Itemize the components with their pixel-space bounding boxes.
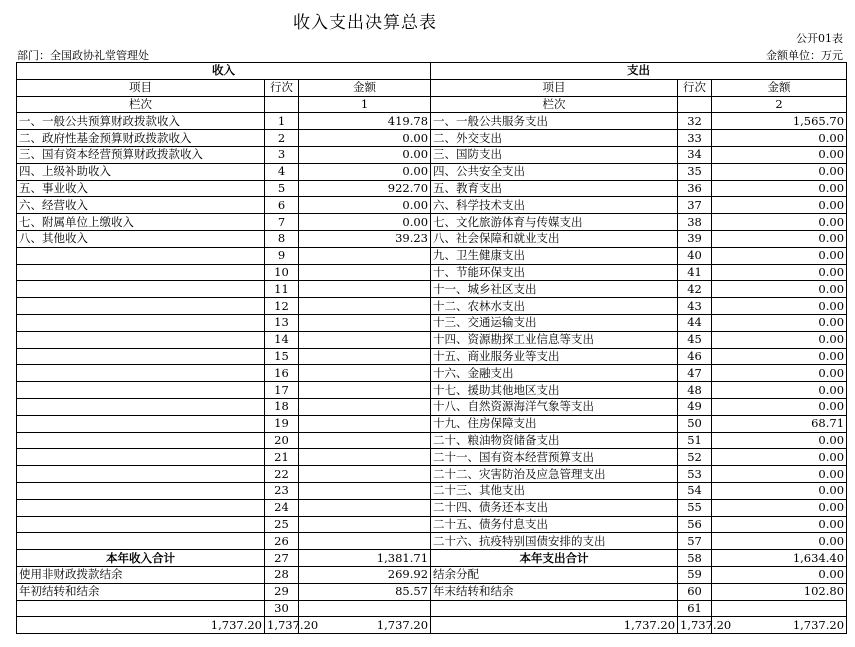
expense-line-number: 40 (678, 247, 712, 264)
table-row (17, 600, 847, 617)
table-row (17, 146, 847, 163)
expense-item: 十四、资源勘探工业信息等支出 (431, 331, 678, 348)
unit-label: 金额单位：万元 (766, 49, 843, 62)
income-line-number: 13 (265, 314, 299, 331)
income-item-header: 项目 (17, 79, 265, 96)
income-line-number: 23 (265, 482, 299, 499)
income-amount (299, 499, 431, 516)
income-item: 三、国有资本经营预算财政拨款收入 (17, 146, 265, 163)
expense-amount: 0.00 (712, 230, 847, 247)
expense-amount: 0.00 (712, 163, 847, 180)
expense-amount: 0.00 (712, 348, 847, 365)
expense-amount: 0.00 (712, 264, 847, 281)
expense-amount: 68.71 (712, 415, 847, 432)
income-line-number: 7 (265, 214, 299, 231)
expense-line-number: 42 (678, 281, 712, 298)
expense-amount: 0.00 (712, 449, 847, 466)
income-amount: 39.23 (299, 230, 431, 247)
expense-item: 十九、住房保障支出 (431, 415, 678, 432)
income-line-number: 4 (265, 163, 299, 180)
expense-item: 十、节能环保支出 (431, 264, 678, 281)
table-row (17, 516, 847, 533)
grand-total-income-item: 1,737.20 (17, 617, 265, 634)
expense-item: 年末结转和结余 (431, 583, 678, 600)
expense-line-number: 61 (678, 600, 712, 617)
income-line-header: 行次 (265, 79, 299, 96)
income-item (17, 600, 265, 617)
income-line-number: 19 (265, 415, 299, 432)
grand-total-row (17, 617, 847, 634)
table-row (17, 365, 847, 382)
income-amount (299, 533, 431, 550)
income-amount (299, 298, 431, 315)
expense-item (431, 600, 678, 617)
expense-amount: 0.00 (712, 197, 847, 214)
expense-item: 十六、金融支出 (431, 365, 678, 382)
expense-amount: 0.00 (712, 499, 847, 516)
table-row (17, 382, 847, 399)
income-column-number: 1 (299, 96, 431, 113)
grand-total-expense-item: 1,737.20 (431, 617, 678, 634)
expense-item: 二十三、其他支出 (431, 482, 678, 499)
expense-line-number: 36 (678, 180, 712, 197)
income-line-number: 14 (265, 331, 299, 348)
income-amount: 85.57 (299, 583, 431, 600)
department-label: 部门：全国政协礼堂管理处 (17, 49, 149, 62)
income-item (17, 348, 265, 365)
expense-line-number: 37 (678, 197, 712, 214)
income-line-number: 8 (265, 230, 299, 247)
income-amount: 1,381.71 (299, 550, 431, 567)
income-item: 六、经营收入 (17, 197, 265, 214)
income-line-number: 9 (265, 247, 299, 264)
income-header: 收入 (17, 63, 431, 80)
expense-item: 六、科学技术支出 (431, 197, 678, 214)
income-item: 五、事业收入 (17, 180, 265, 197)
income-line-number: 20 (265, 432, 299, 449)
income-item: 四、上级补助收入 (17, 163, 265, 180)
grand-total-expense-amount: 1,737.20 (712, 617, 847, 634)
income-amount: 0.00 (299, 146, 431, 163)
income-expense-table (16, 62, 847, 634)
income-amount (299, 466, 431, 483)
income-amount (299, 331, 431, 348)
income-line-number: 18 (265, 398, 299, 415)
expense-line-number: 57 (678, 533, 712, 550)
expense-amount: 0.00 (712, 281, 847, 298)
income-item: 二、政府性基金预算财政拨款收入 (17, 130, 265, 147)
expense-item: 五、教育支出 (431, 180, 678, 197)
table-row (17, 331, 847, 348)
table-row (17, 466, 847, 483)
income-column-label: 栏次 (17, 96, 265, 113)
expense-amount (712, 600, 847, 617)
income-item (17, 449, 265, 466)
expense-item-header: 项目 (431, 79, 678, 96)
income-line-number: 25 (265, 516, 299, 533)
expense-line-number: 39 (678, 230, 712, 247)
table-row (17, 298, 847, 315)
expense-amount: 0.00 (712, 432, 847, 449)
expense-item: 二十二、灾害防治及应急管理支出 (431, 466, 678, 483)
income-item (17, 432, 265, 449)
expense-line-number: 48 (678, 382, 712, 399)
expense-amount: 1,565.70 (712, 113, 847, 130)
form-code: 公开01表 (796, 32, 843, 45)
income-amount (299, 348, 431, 365)
expense-line-number: 59 (678, 566, 712, 583)
expense-line-number: 60 (678, 583, 712, 600)
income-amount (299, 264, 431, 281)
income-line-number: 2 (265, 130, 299, 147)
table-row (17, 264, 847, 281)
income-item (17, 365, 265, 382)
expense-header: 支出 (431, 63, 847, 80)
expense-line-number: 51 (678, 432, 712, 449)
income-item (17, 516, 265, 533)
expense-item: 十三、交通运输支出 (431, 314, 678, 331)
expense-amount: 0.00 (712, 566, 847, 583)
income-item (17, 281, 265, 298)
income-line-number: 30 (265, 600, 299, 617)
income-amount (299, 314, 431, 331)
expense-item: 二十四、债务还本支出 (431, 499, 678, 516)
expense-line-number: 41 (678, 264, 712, 281)
income-amount (299, 398, 431, 415)
income-amount (299, 432, 431, 449)
expense-amount: 0.00 (712, 398, 847, 415)
income-item: 使用非财政拨款结余 (17, 566, 265, 583)
expense-item: 十一、城乡社区支出 (431, 281, 678, 298)
income-line-number: 11 (265, 281, 299, 298)
income-amount (299, 247, 431, 264)
income-amount (299, 365, 431, 382)
expense-item: 二十五、债务付息支出 (431, 516, 678, 533)
table-row (17, 482, 847, 499)
income-item (17, 382, 265, 399)
expense-line-number: 53 (678, 466, 712, 483)
income-line-number: 10 (265, 264, 299, 281)
income-item: 八、其他收入 (17, 230, 265, 247)
page-title: 收入支出决算总表 (293, 13, 437, 33)
expense-line-number: 56 (678, 516, 712, 533)
table-row (17, 398, 847, 415)
income-item (17, 264, 265, 281)
expense-item: 二、外交支出 (431, 130, 678, 147)
header-row-columns (17, 79, 847, 96)
expense-line-number: 50 (678, 415, 712, 432)
table-row (17, 281, 847, 298)
expense-amount: 0.00 (712, 130, 847, 147)
income-amount (299, 415, 431, 432)
expense-amount: 102.80 (712, 583, 847, 600)
table-row (17, 197, 847, 214)
income-item: 七、附属单位上缴收入 (17, 214, 265, 231)
income-line-number: 16 (265, 365, 299, 382)
income-item (17, 247, 265, 264)
table-row (17, 533, 847, 550)
income-column-line (265, 96, 299, 113)
income-amount: 0.00 (299, 197, 431, 214)
income-line-number: 22 (265, 466, 299, 483)
expense-amount-header: 金额 (712, 79, 847, 96)
expense-amount: 0.00 (712, 533, 847, 550)
expense-line-number: 32 (678, 113, 712, 130)
expense-item: 四、公共安全支出 (431, 163, 678, 180)
expense-item: 二十、粮油物资储备支出 (431, 432, 678, 449)
table-row (17, 230, 847, 247)
income-item (17, 331, 265, 348)
totals-row (17, 550, 847, 567)
income-amount: 0.00 (299, 214, 431, 231)
income-line-number: 3 (265, 146, 299, 163)
income-line-number: 27 (265, 550, 299, 567)
income-line-number: 24 (265, 499, 299, 516)
income-item (17, 398, 265, 415)
table-row (17, 583, 847, 600)
income-item (17, 499, 265, 516)
expense-item: 结余分配 (431, 566, 678, 583)
expense-line-number: 49 (678, 398, 712, 415)
income-amount (299, 482, 431, 499)
income-line-number: 12 (265, 298, 299, 315)
income-item (17, 482, 265, 499)
table-row (17, 432, 847, 449)
table-row (17, 415, 847, 432)
income-amount: 0.00 (299, 163, 431, 180)
table-row (17, 247, 847, 264)
income-amount: 419.78 (299, 113, 431, 130)
expense-column-line (678, 96, 712, 113)
expense-item: 十五、商业服务业等支出 (431, 348, 678, 365)
income-amount (299, 516, 431, 533)
table-row (17, 348, 847, 365)
expense-item: 本年支出合计 (431, 550, 678, 567)
header-row-section (17, 63, 847, 80)
expense-line-number: 33 (678, 130, 712, 147)
expense-amount: 0.00 (712, 314, 847, 331)
table-row (17, 314, 847, 331)
expense-item: 二十一、国有资本经营预算支出 (431, 449, 678, 466)
expense-item: 十二、农林水支出 (431, 298, 678, 315)
expense-amount: 1,634.40 (712, 550, 847, 567)
income-line-number: 28 (265, 566, 299, 583)
expense-amount: 0.00 (712, 365, 847, 382)
grand-total-income-amount: 1,737.20 (299, 617, 431, 634)
table-row (17, 130, 847, 147)
expense-item: 七、文化旅游体育与传媒支出 (431, 214, 678, 231)
expense-item: 十七、援助其他地区支出 (431, 382, 678, 399)
table-row (17, 180, 847, 197)
expense-amount: 0.00 (712, 214, 847, 231)
income-amount: 269.92 (299, 566, 431, 583)
expense-item: 八、社会保障和就业支出 (431, 230, 678, 247)
income-item (17, 415, 265, 432)
expense-amount: 0.00 (712, 146, 847, 163)
income-line-number: 26 (265, 533, 299, 550)
expense-line-number: 46 (678, 348, 712, 365)
expense-amount: 0.00 (712, 331, 847, 348)
expense-amount: 0.00 (712, 382, 847, 399)
expense-line-number: 34 (678, 146, 712, 163)
expense-item: 二十六、抗疫特别国债安排的支出 (431, 533, 678, 550)
expense-amount: 0.00 (712, 247, 847, 264)
expense-column-label: 栏次 (431, 96, 678, 113)
income-line-number: 15 (265, 348, 299, 365)
grand-total-expense-line: 1,737.20 (678, 617, 712, 634)
expense-item: 一、一般公共服务支出 (431, 113, 678, 130)
income-line-number: 6 (265, 197, 299, 214)
income-amount (299, 382, 431, 399)
income-item: 一、一般公共预算财政拨款收入 (17, 113, 265, 130)
expense-line-number: 47 (678, 365, 712, 382)
income-item: 本年收入合计 (17, 550, 265, 567)
income-amount (299, 600, 431, 617)
expense-line-number: 38 (678, 214, 712, 231)
expense-amount: 0.00 (712, 466, 847, 483)
income-line-number: 1 (265, 113, 299, 130)
expense-line-number: 35 (678, 163, 712, 180)
income-line-number: 17 (265, 382, 299, 399)
income-line-number: 21 (265, 449, 299, 466)
expense-line-number: 45 (678, 331, 712, 348)
table-row (17, 113, 847, 130)
expense-item: 十八、自然资源海洋气象等支出 (431, 398, 678, 415)
expense-line-header: 行次 (678, 79, 712, 96)
table-row (17, 163, 847, 180)
expense-line-number: 52 (678, 449, 712, 466)
income-amount: 0.00 (299, 130, 431, 147)
income-line-number: 5 (265, 180, 299, 197)
income-amount: 922.70 (299, 180, 431, 197)
table-row (17, 449, 847, 466)
expense-column-number: 2 (712, 96, 847, 113)
income-item (17, 533, 265, 550)
income-item (17, 298, 265, 315)
table-row (17, 566, 847, 583)
table-row (17, 214, 847, 231)
income-line-number: 29 (265, 583, 299, 600)
expense-amount: 0.00 (712, 482, 847, 499)
table-row (17, 499, 847, 516)
expense-amount: 0.00 (712, 298, 847, 315)
expense-item: 九、卫生健康支出 (431, 247, 678, 264)
header-row-index (17, 96, 847, 113)
expense-line-number: 55 (678, 499, 712, 516)
income-amount (299, 281, 431, 298)
income-amount-header: 金额 (299, 79, 431, 96)
income-item: 年初结转和结余 (17, 583, 265, 600)
expense-amount: 0.00 (712, 180, 847, 197)
income-item (17, 466, 265, 483)
income-item (17, 314, 265, 331)
expense-line-number: 44 (678, 314, 712, 331)
grand-total-income-line: 1,737.20 (265, 617, 299, 634)
expense-line-number: 43 (678, 298, 712, 315)
expense-line-number: 58 (678, 550, 712, 567)
expense-item: 三、国防支出 (431, 146, 678, 163)
expense-line-number: 54 (678, 482, 712, 499)
income-amount (299, 449, 431, 466)
expense-amount: 0.00 (712, 516, 847, 533)
